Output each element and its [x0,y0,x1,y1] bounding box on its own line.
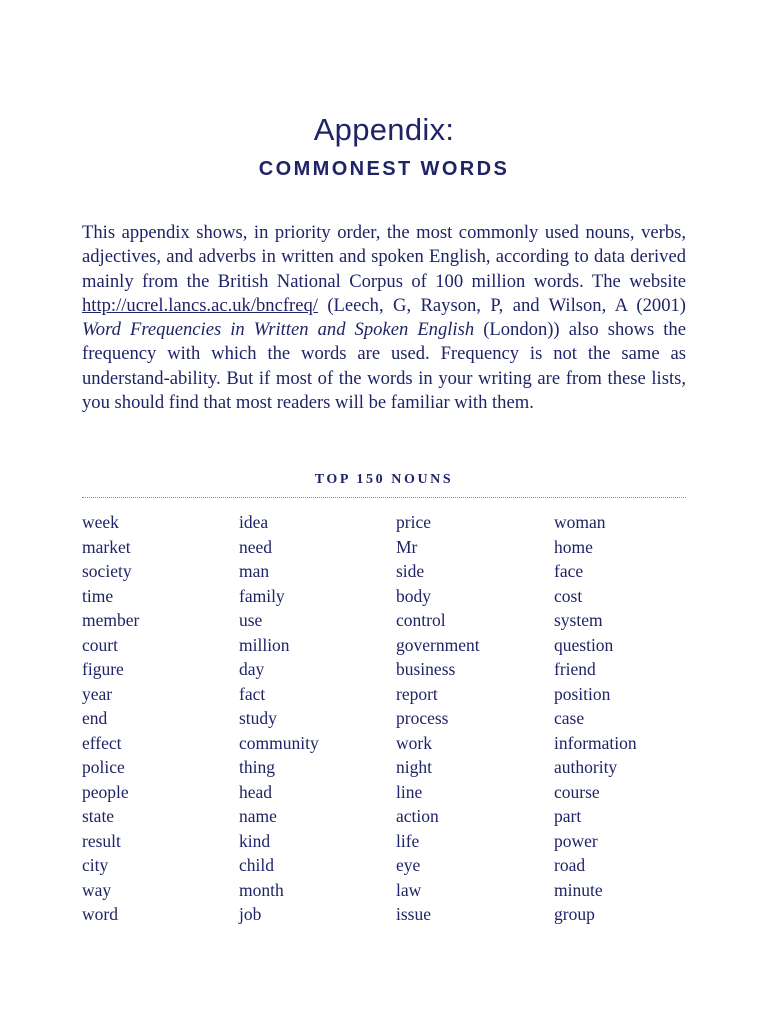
noun-item: year [82,683,113,704]
noun-item: law [396,879,422,900]
noun-item: member [82,610,140,630]
page-title: Appendix: [313,112,455,147]
noun-item: course [554,781,600,802]
noun-item: job [239,904,262,924]
noun-item: life [396,830,420,851]
noun-item: friend [554,659,596,679]
noun-item: time [82,585,114,606]
noun-item: road [554,855,586,875]
noun-item: business [396,659,456,679]
bncfreq-link[interactable]: http://ucrel.lancs.ac.uk/bncfreq/ [82,294,318,316]
noun-item: eye [396,855,421,875]
noun-item: people [82,781,129,802]
noun-item: word [82,904,118,924]
intro-paragraph [82,221,686,415]
intro-text-3: (London)) also shows the frequency with which the words are used. Frequency is not the same as understand-ability. But if most of the words in your writing are from these lists, you should find that most readers will be familiar with them. [82,319,686,414]
noun-item: study [239,708,277,728]
noun-item: case [554,708,585,728]
noun-item: minute [554,879,603,900]
noun-item: police [82,757,125,777]
noun-item: figure [82,659,124,679]
noun-item: man [239,561,270,581]
noun-item: home [554,536,593,557]
noun-item: head [239,781,273,802]
noun-item: society [82,561,132,581]
noun-item: face [554,561,584,581]
noun-item: state [82,806,115,826]
noun-item: government [396,634,480,655]
noun-item: result [82,830,121,851]
noun-item: name [239,806,277,826]
noun-item: need [239,536,273,557]
noun-item: power [554,830,598,851]
noun-item: cost [554,585,583,606]
noun-item: price [396,512,431,532]
noun-item: Mr [396,536,418,557]
noun-item: community [239,732,319,753]
noun-item: question [554,634,614,655]
noun-item: control [396,610,446,630]
noun-item: authority [554,757,618,777]
noun-item: family [239,585,285,606]
noun-item: system [554,610,603,630]
noun-item: side [396,561,425,581]
noun-item: fact [239,683,266,704]
noun-item: way [82,879,112,900]
noun-item: part [554,806,582,826]
noun-item: end [82,708,108,728]
noun-item: thing [239,757,275,777]
noun-item: month [239,879,284,900]
noun-item: process [396,708,449,728]
noun-item: kind [239,830,271,851]
noun-item: court [82,634,118,655]
page-subtitle: COMMONEST WORDS [258,158,510,180]
noun-item: child [239,855,274,875]
dotted-divider [82,497,686,498]
noun-item: market [82,536,131,557]
intro-text-2: (Leech, G, Rayson, P, and Wilson, A (2001) [317,294,686,316]
noun-item: effect [82,732,122,753]
noun-item: line [396,781,423,802]
noun-item: position [554,683,611,704]
noun-item: city [82,855,109,875]
noun-item: issue [396,904,431,924]
intro-text-1: This appendix shows, in priority order, the most commonly used nouns, verbs, adjectives, and adverbs in written and spoken English, according to data derived mainly from the British National Corpus of 100 million words. The website [82,222,686,292]
noun-item: idea [239,512,269,532]
noun-item: woman [554,512,606,532]
section-heading: TOP 150 NOUNS [314,472,454,487]
noun-word-grid [82,510,702,927]
book-title: Word Frequencies in Written and Spoken English [82,319,475,341]
noun-item: week [82,512,119,532]
noun-item: day [239,659,265,679]
noun-item: report [396,683,438,704]
noun-item: action [396,806,439,826]
noun-item: night [396,757,432,777]
noun-item: group [554,904,595,924]
noun-item: body [396,585,431,606]
noun-item: information [554,732,637,753]
noun-item: work [396,732,432,753]
noun-item: use [239,610,263,630]
noun-item: million [239,634,290,655]
